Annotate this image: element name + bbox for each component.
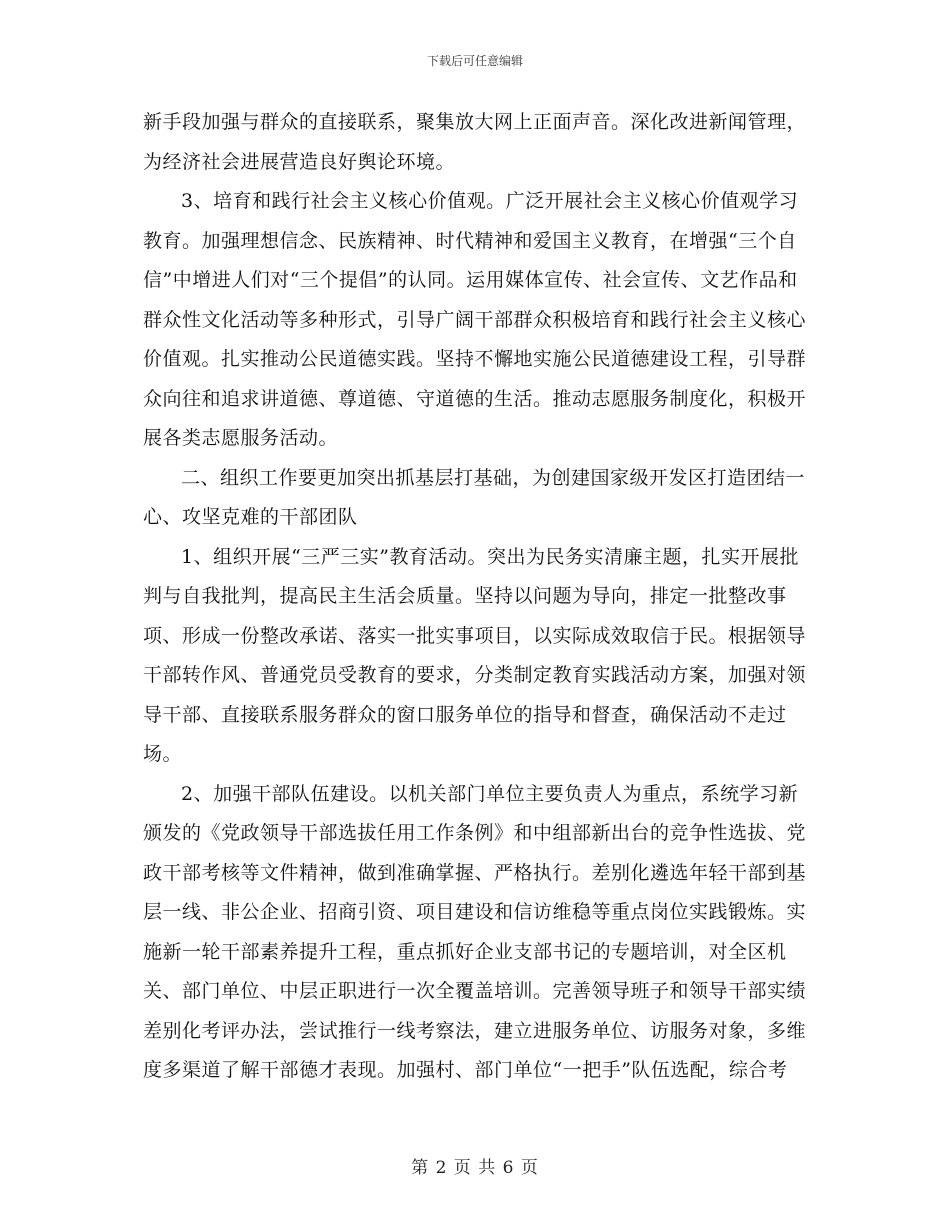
paragraph-cadre-building: 2、加强干部队伍建设。以机关部门单位主要负责人为重点，系统学习新颁发的《党政领导干部选拔任用工作条例》和中组部新出台的竞争性选拔、党政干部考核等文件精神，做到准确掌握、严格执行。差别化遴选年轻干部到基层一线、非公企业、招商引资、项目建设和信访维稳等重点岗位实践锻炼。实施新一轮干部素养提升工程，重点抓好企业支部书记的专题培训，对全区机关、部门单位、中层正职进行一次全覆盖培训。完善领导班子和领导干部实绩差别化考评办法，尝试推行一线考察法，建立进服务单位、访服务对象，多维度多渠道了解干部德才表现。加强村、部门单位“一把手”队伍选配，综合考 bbox=[143, 782, 807, 1081]
paragraph-three-stricts: 1、组织开展“三严三实”教育活动。突出为民务实清廉主题，扎实开展批判与自我批判，提高民主生活会质量。坚持以问题为导向，排定一批整改事项、形成一份整改承诺、落实一批实事项目，以实际成效取信于民。根据领导干部转作风、普通党员受教育的要求，分类制定教育实践活动方案，加强对领导干部、直接联系服务群众的窗口服务单位的指导和督查，确保活动不走过场。 bbox=[143, 545, 807, 765]
paragraph-continuation: 新手段加强与群众的直接联系，聚集放大网上正面声音。深化改进新闻管理，为经济社会进展营造良好舆论环境。 bbox=[143, 111, 807, 173]
page-number-footer: 第 2 页 共 6 页 bbox=[411, 1158, 539, 1178]
section-heading-organization: 二、组织工作要更加突出抓基层打基础，为创建国家级开发区打造团结一心、攻坚克难的干部团队 bbox=[143, 466, 806, 528]
document-body bbox=[143, 103, 811, 1091]
paragraph-core-values: 3、培育和践行社会主义核心价值观。广泛开展社会主义核心价值观学习教育。加强理想信念、民族精神、时代精神和爱国主义教育，在增强“三个自信”中增进人们对“三个提倡”的认同。运用媒体宣传、社会宣传、文艺作品和群众性文化活动等多种形式，引导广阔干部群众积极培育和践行社会主义核心价值观。扎实推动公民道德实践。坚持不懈地实施公民道德建设工程，引导群众向往和追求讲道德、尊道德、守道德的生活。推动志愿服务制度化，积极开展各类志愿服务活动。 bbox=[143, 190, 807, 449]
page-header: 下载后可任意编辑 bbox=[426, 54, 523, 68]
